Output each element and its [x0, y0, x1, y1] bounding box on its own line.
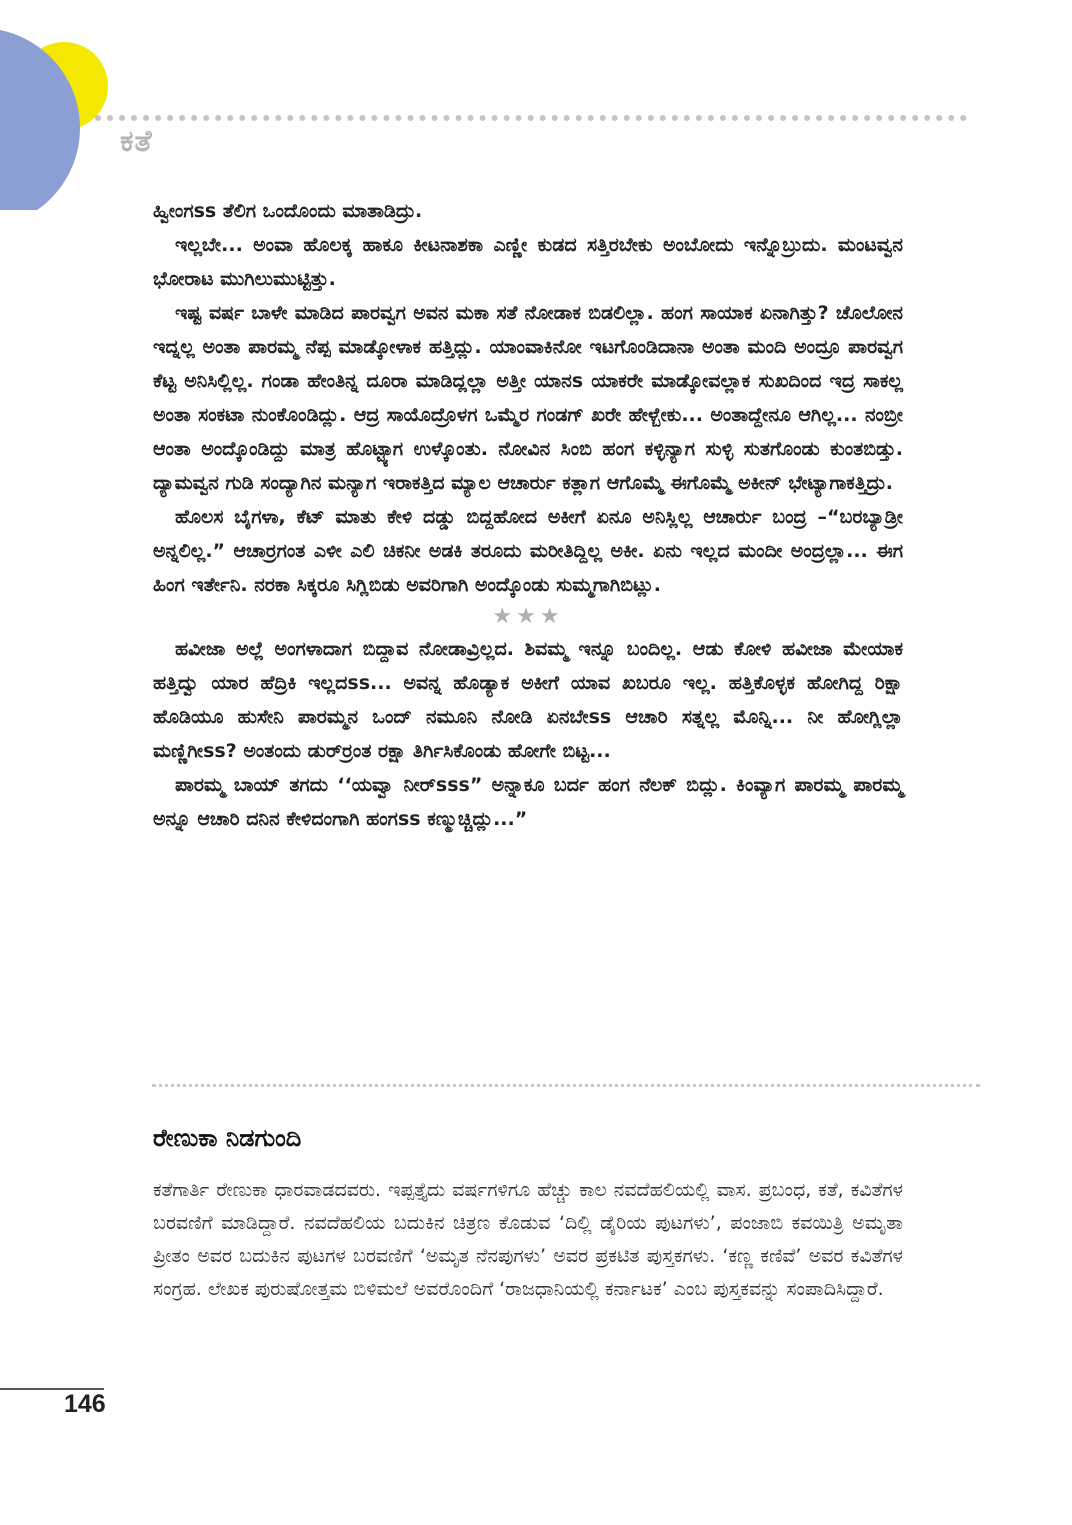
- story-paragraph: ಹೊಲಸ ಬೈಗಳಾ, ಕೆಟ್ ಮಾತು ಕೇಳಿ ದಡ್ಡು ಬಿದ್ದಹೋದ ಅಕೀಗೆ ಏನೂ ಅನಿಸ್ಲಿಲ್ಲ ಆಚಾರ್ರು ಬಂದ್ರ –“ಬರಬ್ಯಾಡ್ರೀ ಅನ್ನಲಿಲ್ಲ.” ಆಚಾರ್ರಗಂತ ಎಳೀ ಎಲಿ ಚಿಕನೀ ಅಡಕಿ ತರೂದು ಮರೀತಿದ್ದಿಲ್ಲ ಅಕೀ. ಏನು ಇಲ್ಲದ ಮಂದೀ ಅಂದ್ರಲ್ಲಾ... ಈಗ ಹಿಂಗ ಇರ್ತೇನಿ. ನರಕಾ ಸಿಕ್ಕರೂ ಸಿಗ್ಲಿಬಿಡು ಅವರಿಗಾಗಿ ಅಂದ್ಕೊಂಡು ಸುಮ್ಮಗಾಗಿಬಿಟ್ಲು.: [153, 506, 903, 596]
- story-paragraph: ಪಾರಮ್ಮ ಬಾಯ್ ತಗದು ‘‘ಯವ್ವಾ ನೀರ್sss” ಅನ್ನಾಕೂ ಬರ್ದ ಹಂಗ ನೆಲಕ್ ಬಿದ್ಲು. ಕಿಂವ್ಯಾಗ ಪಾರಮ್ಮ ಪಾರಮ್ಮ ಅನ್ನೂ ಆಚಾರಿ ದನಿನ ಕೇಳಿದಂಗಾಗಿ ಹಂಗss ಕಣ್ಮುಚ್ಚಿದ್ಲು...”: [153, 774, 903, 830]
- section-break-stars: ★★★: [492, 604, 564, 629]
- page-number: 146: [64, 1390, 106, 1418]
- story-paragraph: ಹವೀಜಾ ಅಲ್ಲೆ ಅಂಗಳಾದಾಗ ಬಿದ್ದಾವ ನೋಡಾವ್ರಿಲ್ಲದ. ಶಿವಮ್ಮ ಇನ್ನೂ ಬಂದಿಲ್ಲ. ಆಡು ಕೋಳಿ ಹವೀಜಾ ಮೇಯಾಕ ಹತ್ತಿದ್ವು ಯಾರ ಹೆದ್ರಿಕಿ ಇಲ್ಲದss... ಅವನ್ನ ಹೊಡ್ಯಾಕ ಅಕೀಗೆ ಯಾವ ಖಬರೂ ಇಲ್ಲ. ಹತ್ತಿಕೊಳ್ಳಕ ಹೋಗಿದ್ದ ರಿಕ್ಷಾ ಹೊಡಿಯೂ ಹುಸೇನಿ ಪಾರಮ್ಮನ ಒಂದ್ ನಮೂನಿ ನೋಡಿ ಏನಬೇss ಆಚಾರಿ ಸತ್ನಲ್ಲ ಮೊನ್ನಿ... ನೀ ಹೋಗ್ಲಿಲ್ಲಾ ಮಣ್ಣಿಗೀss? ಅಂತಂದು ಡುರ್‌ರ್ರಂತ ರಕ್ಷಾ ತಿರ್ಗಿಸಿಕೊಂಡು ಹೋಗೇ ಬಿಟ್ಟ...: [153, 638, 903, 762]
- section-title: ಕತೆ: [120, 124, 153, 159]
- author-dotted-rule: [152, 1084, 980, 1087]
- story-paragraph: ಇಷ್ಟ ವರ್ಷ ಬಾಳೇ ಮಾಡಿದ ಪಾರವ್ವಗ ಅವನ ಮಕಾ ಸತೆ ನೋಡಾಕ ಬಿಡಲಿಲ್ಲಾ. ಹಂಗ ಸಾಯಾಕ ಏನಾಗಿತ್ತು? ಚೊಲೋನ ಇದ್ನಲ್ಲ ಅಂತಾ ಪಾರಮ್ಮ ನೆಪ್ಪ ಮಾಡ್ಕೋಳಾಕ ಹತ್ತಿದ್ಲು. ಯಾಂವಾಕಿನೋ ಇಟಗೊಂಡಿದಾನಾ ಅಂತಾ ಮಂದಿ ಅಂದ್ರೂ ಪಾರವ್ವಗ ಕೆಟ್ಟ ಅನಿಸಿಲ್ಲಿಲ್ಲ. ಗಂಡಾ ಹೇಂತಿನ್ನ ದೂರಾ ಮಾಡಿದ್ಲಲ್ಲಾ ಅತ್ತೀ ಯಾನs ಯಾಕರೇ ಮಾಡ್ಕೋವಲ್ಲಾಕ ಸುಖದಿಂದ ಇದ್ರ ಸಾಕಲ್ಲ ಅಂತಾ ಸಂಕಟಾ ನುಂಕೊಂಡಿದ್ಲು. ಆದ್ರ ಸಾಯೊದ್ರೊಳಗ ಒಮ್ಮೆರ ಗಂಡಗ್ ಖರೇ ಹೇಳ್ಬೇಕು... ಅಂತಾದ್ದೇನೂ ಆಗಿಲ್ಲ... ನಂಬ್ರೀ ಆಂತಾ ಅಂದ್ಕೊಂಡಿದ್ದು ಮಾತ್ರ ಹೊಟ್ಟ್ಯಾಗ ಉಳ್ಕೊಂತು. ನೋವಿನ ಸಿಂಬಿ ಹಂಗ ಕಳ್ಳಿನ್ಯಾಗ ಸುಳ್ಳಿ ಸುತಗೊಂಡು ಕುಂತಬಿಡ್ತು. ದ್ಯಾಮವ್ವನ ಗುಡಿ ಸಂದ್ಯಾಗಿನ ಮನ್ಯಾಗ ಇರಾಕತ್ತಿದ ಮ್ಯಾಲ ಆಚಾರ್ರು ಕತ್ಲಾಗ ಆಗೊಮ್ಮೆ ಈಗೊಮ್ಮೆ ಅಕೀನ್ ಭೇಟ್ಯಾಗಾಕತ್ತಿದ್ರು.: [153, 302, 903, 494]
- story-paragraph: ಹ್ವೀಂಗss ತೆಲಿಗ ಒಂದೊಂದು ಮಾತಾಡಿದ್ರು.: [153, 200, 423, 222]
- story-paragraph: ಇಲ್ಲಬೇ... ಅಂವಾ ಹೊಲಕ್ಕ ಹಾಕೂ ಕೀಟನಾಶಕಾ ಎಣ್ಣೀ ಕುಡದ ಸತ್ತಿರಬೇಕು ಅಂಬೋದು ಇನ್ನೊಬ್ರುದು. ಮಂಟವ್ವನ ಭೋರಾಟ ಮುಗಿಲುಮುಟ್ಟಿತ್ತು.: [153, 234, 903, 290]
- corner-decoration: [0, 0, 120, 210]
- story-body: [153, 194, 903, 836]
- header-dotted-rule: [95, 115, 967, 121]
- author-bio: ಕತೆಗಾರ್ತಿ ರೇಣುಕಾ ಧಾರವಾಡದವರು. ಇಪ್ಪತ್ತೈದು ವರ್ಷಗಳಿಗೂ ಹೆಚ್ಚು ಕಾಲ ನವದೆಹಲಿಯಲ್ಲಿ ವಾಸ. ಪ್ರಬಂಧ, ಕತೆ, ಕವಿತೆಗಳ ಬರವಣಿಗೆ ಮಾಡಿದ್ದಾರೆ. ನವದೆಹಲಿಯ ಬದುಕಿನ ಚಿತ್ರಣ ಕೊಡುವ ‘ದಿಲ್ಲಿ ಡೈರಿಯ ಪುಟಗಳು’, ಪಂಜಾಬಿ ಕವಯಿತ್ರಿ ಅಮೃತಾ ಪ್ರೀತಂ ಅವರ ಬದುಕಿನ ಪುಟಗಳ ಬರವಣಿಗೆ ‘ಅಮೃತ ನೆನಪುಗಳು’ ಅವರ ಪ್ರಕಟಿತ ಪುಸ್ತಕಗಳು. ‘ಕಣ್ಣ ಕಣಿವೆ’ ಅವರ ಕವಿತೆಗಳ ಸಂಗ್ರಹ. ಲೇಖಕ ಪುರುಷೋತ್ತಮ ಬಿಳಿಮಲೆ ಅವರೊಂದಿಗೆ ‘ರಾಜಧಾನಿಯಲ್ಲಿ ಕರ್ನಾಟಕ’ ಎಂಬ ಪುಸ್ತಕವನ್ನು ಸಂಪಾದಿಸಿದ್ದಾರೆ.: [153, 1179, 903, 1300]
- author-name: ರೇಣುಕಾ ನಿಡಗುಂದಿ: [153, 1124, 302, 1152]
